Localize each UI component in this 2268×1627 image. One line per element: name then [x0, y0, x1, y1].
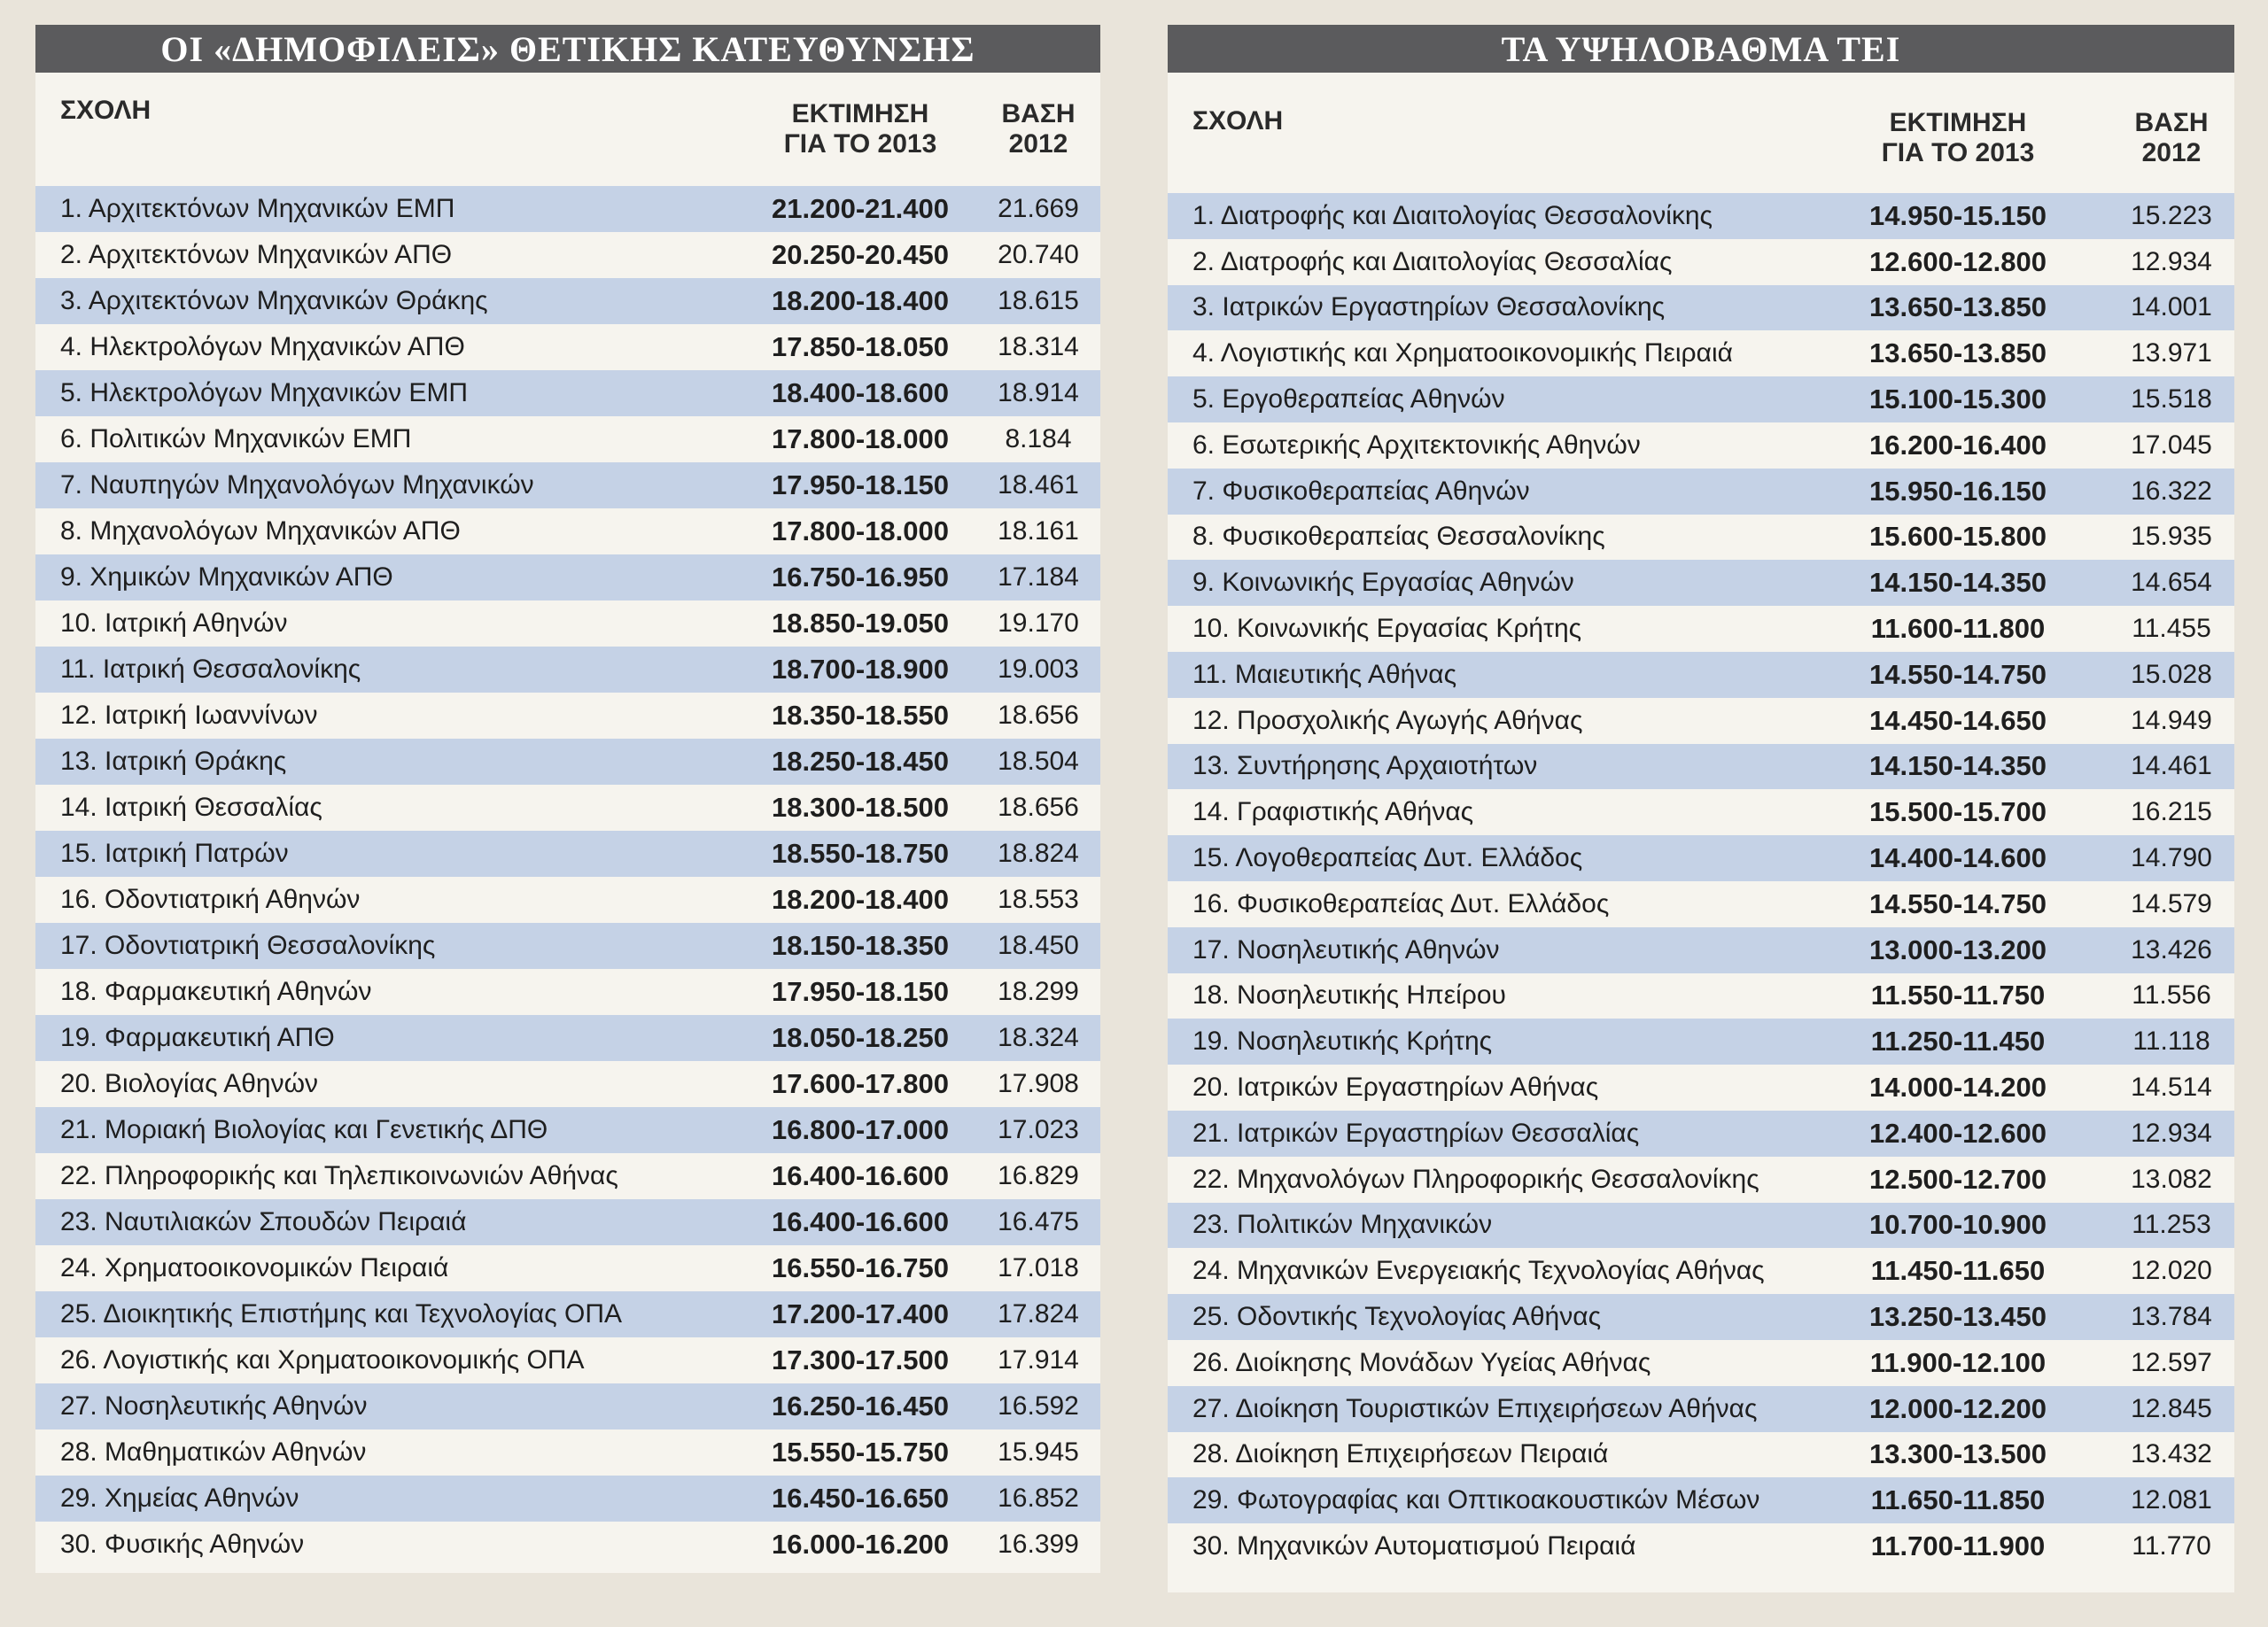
base-2012: 18.324 [998, 1023, 1079, 1052]
school-name: 3. Ιατρικών Εργαστηρίων Θεσσαλονίκης [1192, 292, 1666, 322]
table-row [35, 232, 1100, 278]
school-name: 9. Χημικών Μηχανικών ΑΠΘ [60, 562, 393, 592]
estimate-2013: 14.450-14.650 [1869, 704, 2047, 736]
table-row [35, 278, 1100, 324]
school-name: 21. Ιατρικών Εργαστηρίων Θεσσαλίας [1192, 1118, 1640, 1148]
school-name: 25. Διοικητικής Επιστήμης και Τεχνολογίας ΟΠΑ [60, 1299, 623, 1329]
column-header-school: ΣΧΟΛΗ [1192, 106, 1284, 136]
estimate-2013: 13.000-13.200 [1869, 934, 2047, 965]
school-name: 30. Μηχανικών Αυτοματισμού Πειραιά [1192, 1531, 1636, 1561]
base-2012: 17.018 [998, 1253, 1079, 1282]
estimate-2013: 15.100-15.300 [1869, 384, 2047, 415]
estimate-2013: 11.900-12.100 [1869, 1346, 2047, 1378]
school-name: 12. Ιατρική Ιωαννίνων [60, 701, 318, 730]
table-popular-positive [35, 25, 1100, 1573]
estimate-2013: 17.950-18.150 [772, 469, 949, 500]
base-2012: 15.223 [2131, 200, 2212, 230]
estimate-2013: 18.700-18.900 [772, 654, 949, 685]
table-row [35, 1522, 1100, 1568]
school-name: 28. Μαθηματικών Αθηνών [60, 1437, 367, 1467]
table-row [35, 923, 1100, 969]
estimate-2013: 16.750-16.950 [772, 562, 949, 593]
school-name: 26. Λογιστικής και Χρηματοοικονομικής ΟΠΑ [60, 1345, 585, 1375]
table-row [35, 1429, 1100, 1476]
school-name: 25. Οδοντικής Τεχνολογίας Αθήνας [1192, 1302, 1602, 1332]
school-name: 13. Συντήρησης Αρχαιοτήτων [1192, 751, 1538, 781]
estimate-2013: 17.600-17.800 [772, 1068, 949, 1099]
estimate-2013: 14.150-14.350 [1869, 567, 2047, 599]
table-title: ΟΙ «ΔΗΜΟΦΙΛΕΙΣ» ΘΕΤΙΚΗΣ ΚΑΤΕΥΘΥΝΣΗΣ [35, 25, 1100, 73]
estimate-2013: 14.550-14.750 [1869, 658, 2047, 690]
estimate-2013: 15.500-15.700 [1869, 796, 2047, 828]
column-header-estimate: ΕΚΤΙΜΗΣΗ ΓΙΑ ΤΟ 2013 [783, 99, 937, 159]
school-name: 26. Διοίκησης Μονάδων Υγείας Αθήνας [1192, 1347, 1651, 1377]
estimate-2013: 17.800-18.000 [772, 515, 949, 546]
estimate-2013: 18.550-18.750 [772, 838, 949, 869]
table-row [35, 554, 1100, 600]
estimate-2013: 16.250-16.450 [772, 1391, 949, 1422]
base-2012: 18.450 [998, 931, 1079, 960]
table-body [1168, 193, 2234, 1569]
table-row [1168, 1340, 2234, 1386]
school-name: 18. Νοσηλευτικής Ηπείρου [1192, 980, 1506, 1011]
school-name: 20. Ιατρικών Εργαστηρίων Αθήνας [1192, 1073, 1599, 1103]
base-2012: 18.461 [998, 470, 1079, 500]
estimate-2013: 20.250-20.450 [772, 239, 949, 270]
table-row [35, 969, 1100, 1015]
table-row [35, 693, 1100, 739]
estimate-2013: 11.450-11.650 [1870, 1255, 2046, 1287]
estimate-2013: 17.800-18.000 [772, 423, 949, 454]
estimate-2013: 14.150-14.350 [1869, 750, 2047, 782]
base-2012: 11.455 [2132, 614, 2211, 644]
school-name: 14. Γραφιστικής Αθήνας [1192, 797, 1474, 827]
base-2012: 16.829 [998, 1161, 1079, 1190]
school-name: 6. Εσωτερικής Αρχιτεκτονικής Αθηνών [1192, 430, 1641, 460]
estimate-2013: 21.200-21.400 [772, 193, 949, 224]
school-name: 8. Φυσικοθεραπείας Θεσσαλονίκης [1192, 522, 1605, 552]
table-row [35, 462, 1100, 508]
table-row [1168, 1203, 2234, 1249]
school-name: 7. Ναυπηγών Μηχανολόγων Μηχανικών [60, 470, 534, 500]
school-name: 12. Προσχολικής Αγωγής Αθήνας [1192, 705, 1583, 735]
table-row [1168, 1477, 2234, 1523]
base-2012: 14.579 [2131, 888, 2212, 918]
base-2012: 14.514 [2131, 1073, 2212, 1103]
school-name: 5. Εργοθεραπείας Αθηνών [1192, 384, 1505, 414]
table-row [1168, 1157, 2234, 1203]
school-name: 23. Ναυτιλιακών Σπουδών Πειραιά [60, 1207, 467, 1236]
estimate-2013: 18.150-18.350 [772, 930, 949, 961]
table-row [1168, 1065, 2234, 1111]
estimate-2013: 11.600-11.800 [1870, 613, 2046, 645]
estimate-2013: 18.200-18.400 [772, 285, 949, 316]
school-name: 1. Αρχιτεκτόνων Μηχανικών ΕΜΠ [60, 194, 455, 223]
school-name: 3. Αρχιτεκτόνων Μηχανικών Θράκης [60, 286, 488, 315]
table-row [35, 1337, 1100, 1383]
column-header-estimate: ΕΚΤΙΜΗΣΗ ΓΙΑ ΤΟ 2013 [1881, 108, 2035, 167]
school-name: 11. Μαιευτικής Αθήνας [1192, 659, 1457, 689]
base-2012: 17.908 [998, 1069, 1079, 1098]
school-name: 10. Κοινωνικής Εργασίας Κρήτης [1192, 614, 1582, 644]
column-header-school: ΣΧΟΛΗ [60, 96, 151, 125]
estimate-2013: 12.000-12.200 [1869, 1392, 2047, 1424]
table-row [35, 647, 1100, 693]
estimate-2013: 14.400-14.600 [1869, 842, 2047, 874]
base-2012: 19.003 [998, 655, 1079, 684]
base-2012: 13.784 [2131, 1302, 2212, 1332]
column-header-base: ΒΑΣΗ 2012 [1001, 99, 1076, 159]
school-name: 6. Πολιτικών Μηχανικών ΕΜΠ [60, 424, 412, 453]
estimate-2013: 18.400-18.600 [772, 377, 949, 408]
school-name: 23. Πολιτικών Μηχανικών [1192, 1210, 1493, 1240]
school-name: 7. Φυσικοθεραπείας Αθηνών [1192, 476, 1530, 506]
school-name: 18. Φαρμακευτική Αθηνών [60, 977, 372, 1006]
table-row [1168, 560, 2234, 606]
table-row [35, 324, 1100, 370]
school-name: 10. Ιατρική Αθηνών [60, 608, 288, 638]
table-row [35, 1291, 1100, 1337]
estimate-2013: 14.550-14.750 [1869, 887, 2047, 919]
school-name: 22. Πληροφορικής και Τηλεπικοινωνιών Αθήνας [60, 1161, 618, 1190]
base-2012: 8.184 [1005, 424, 1072, 453]
school-name: 2. Αρχιτεκτόνων Μηχανικών ΑΠΘ [60, 240, 453, 269]
base-2012: 16.852 [998, 1484, 1079, 1513]
base-2012: 12.934 [2131, 1118, 2212, 1148]
base-2012: 18.615 [998, 286, 1079, 315]
table-row [1168, 1523, 2234, 1569]
school-name: 17. Νοσηλευτικής Αθηνών [1192, 934, 1500, 965]
base-2012: 18.824 [998, 839, 1079, 868]
table-row [1168, 881, 2234, 927]
table-row [35, 370, 1100, 416]
base-2012: 17.914 [998, 1345, 1079, 1375]
table-row [1168, 1386, 2234, 1432]
table-row [1168, 376, 2234, 422]
school-name: 20. Βιολογίας Αθηνών [60, 1069, 319, 1098]
table-row [1168, 1248, 2234, 1294]
table-header [35, 73, 1100, 186]
school-name: 15. Ιατρική Πατρών [60, 839, 289, 868]
estimate-2013: 16.400-16.600 [772, 1206, 949, 1237]
base-2012: 16.592 [998, 1391, 1079, 1421]
school-name: 11. Ιατρική Θεσσαλονίκης [60, 655, 361, 684]
estimate-2013: 18.300-18.500 [772, 792, 949, 823]
school-name: 19. Νοσηλευτικής Κρήτης [1192, 1027, 1493, 1057]
base-2012: 14.001 [2131, 292, 2212, 322]
estimate-2013: 17.300-17.500 [772, 1344, 949, 1375]
school-name: 16. Οδοντιατρική Αθηνών [60, 885, 361, 914]
base-2012: 15.518 [2131, 384, 2212, 414]
table-row [1168, 285, 2234, 331]
estimate-2013: 16.400-16.600 [772, 1160, 949, 1191]
table-header [1168, 73, 2234, 193]
estimate-2013: 16.450-16.650 [772, 1483, 949, 1514]
estimate-2013: 18.850-19.050 [772, 608, 949, 639]
base-2012: 12.597 [2131, 1347, 2212, 1377]
table-row [35, 508, 1100, 554]
school-name: 21. Μοριακή Βιολογίας και Γενετικής ΔΠΘ [60, 1115, 548, 1144]
school-name: 8. Μηχανολόγων Μηχανικών ΑΠΘ [60, 516, 461, 546]
table-row [1168, 789, 2234, 835]
table-row [1168, 744, 2234, 790]
table-title: ΤΑ ΥΨΗΛΟΒΑΘΜΑ ΤΕΙ [1168, 25, 2234, 73]
base-2012: 18.553 [998, 885, 1079, 914]
estimate-2013: 13.650-13.850 [1869, 337, 2047, 369]
base-2012: 20.740 [998, 240, 1079, 269]
table-row [1168, 652, 2234, 698]
estimate-2013: 18.250-18.450 [772, 746, 949, 777]
base-2012: 16.399 [998, 1530, 1079, 1559]
table-row [35, 785, 1100, 831]
base-2012: 11.118 [2132, 1027, 2210, 1057]
estimate-2013: 11.550-11.750 [1870, 980, 2046, 1011]
table-row [1168, 193, 2234, 239]
school-name: 14. Ιατρική Θεσσαλίας [60, 793, 322, 822]
estimate-2013: 16.000-16.200 [772, 1529, 949, 1560]
base-2012: 17.184 [998, 562, 1079, 592]
estimate-2013: 16.550-16.750 [772, 1252, 949, 1283]
school-name: 4. Ηλεκτρολόγων Μηχανικών ΑΠΘ [60, 332, 465, 361]
table-row [35, 831, 1100, 877]
estimate-2013: 16.800-17.000 [772, 1114, 949, 1145]
school-name: 27. Διοίκηση Τουριστικών Επιχειρήσεων Αθήνας [1192, 1393, 1758, 1423]
school-name: 27. Νοσηλευτικής Αθηνών [60, 1391, 368, 1421]
school-name: 9. Κοινωνικής Εργασίας Αθηνών [1192, 568, 1574, 598]
base-2012: 18.656 [998, 793, 1079, 822]
school-name: 30. Φυσικής Αθηνών [60, 1530, 305, 1559]
base-2012: 19.170 [998, 608, 1079, 638]
estimate-2013: 15.600-15.800 [1869, 521, 2047, 553]
base-2012: 21.669 [998, 194, 1079, 223]
base-2012: 12.020 [2131, 1256, 2212, 1286]
school-name: 16. Φυσικοθεραπείας Δυτ. Ελλάδος [1192, 888, 1610, 918]
base-2012: 13.432 [2131, 1439, 2212, 1469]
estimate-2013: 18.350-18.550 [772, 700, 949, 731]
table-row [1168, 469, 2234, 515]
table-row [35, 1153, 1100, 1199]
school-name: 4. Λογιστικής και Χρηματοοικονομικής Πειραιά [1192, 338, 1733, 368]
estimate-2013: 17.200-17.400 [772, 1298, 949, 1329]
school-name: 28. Διοίκηση Επιχειρήσεων Πειραιά [1192, 1439, 1609, 1469]
table-row [1168, 515, 2234, 561]
table-row [1168, 422, 2234, 469]
estimate-2013: 13.650-13.850 [1869, 291, 2047, 323]
base-2012: 12.081 [2131, 1485, 2212, 1515]
table-top-tei [1168, 25, 2234, 1592]
table-row [1168, 927, 2234, 973]
school-name: 24. Χρηματοοικονομικών Πειραιά [60, 1253, 449, 1282]
table-row [1168, 973, 2234, 1019]
base-2012: 13.082 [2131, 1164, 2212, 1194]
estimate-2013: 12.500-12.700 [1869, 1163, 2047, 1195]
table-row [35, 1383, 1100, 1429]
estimate-2013: 13.300-13.500 [1869, 1438, 2047, 1470]
base-2012: 18.656 [998, 701, 1079, 730]
base-2012: 18.504 [998, 747, 1079, 776]
table-row [35, 1245, 1100, 1291]
base-2012: 18.161 [998, 516, 1079, 546]
base-2012: 11.770 [2132, 1531, 2211, 1561]
school-name: 13. Ιατρική Θράκης [60, 747, 287, 776]
school-name: 1. Διατροφής και Διαιτολογίας Θεσσαλονίκης [1192, 200, 1713, 230]
table-row [1168, 1432, 2234, 1478]
base-2012: 14.461 [2131, 751, 2212, 781]
table-row [1168, 835, 2234, 881]
estimate-2013: 12.600-12.800 [1869, 245, 2047, 277]
base-2012: 14.949 [2131, 705, 2212, 735]
base-2012: 15.935 [2131, 522, 2212, 552]
table-row [35, 739, 1100, 785]
table-body [35, 186, 1100, 1568]
base-2012: 16.322 [2131, 476, 2212, 506]
estimate-2013: 11.650-11.850 [1870, 1484, 2046, 1516]
school-name: 24. Μηχανικών Ενεργειακής Τεχνολογίας Αθήνας [1192, 1256, 1765, 1286]
base-2012: 17.824 [998, 1299, 1079, 1329]
base-2012: 17.045 [2131, 430, 2212, 460]
estimate-2013: 17.850-18.050 [772, 331, 949, 362]
estimate-2013: 14.950-15.150 [1869, 199, 2047, 231]
estimate-2013: 18.050-18.250 [772, 1022, 949, 1053]
school-name: 19. Φαρμακευτική ΑΠΘ [60, 1023, 335, 1052]
base-2012: 15.028 [2131, 659, 2212, 689]
base-2012: 14.654 [2131, 568, 2212, 598]
school-name: 15. Λογοθεραπείας Δυτ. Ελλάδος [1192, 843, 1583, 873]
school-name: 5. Ηλεκτρολόγων Μηχανικών ΕΜΠ [60, 378, 469, 407]
table-row [1168, 1294, 2234, 1340]
base-2012: 18.299 [998, 977, 1079, 1006]
base-2012: 16.215 [2131, 797, 2212, 827]
column-header-base: ΒΑΣΗ 2012 [2134, 108, 2209, 167]
table-row [1168, 1111, 2234, 1157]
school-name: 2. Διατροφής και Διαιτολογίας Θεσσαλίας [1192, 246, 1673, 276]
table-row [1168, 330, 2234, 376]
table-row [35, 1476, 1100, 1522]
estimate-2013: 16.200-16.400 [1869, 429, 2047, 461]
base-2012: 13.426 [2131, 934, 2212, 965]
school-name: 17. Οδοντιατρική Θεσσαλονίκης [60, 931, 436, 960]
base-2012: 11.556 [2132, 980, 2211, 1011]
estimate-2013: 15.950-16.150 [1869, 475, 2047, 507]
estimate-2013: 10.700-10.900 [1869, 1209, 2047, 1241]
base-2012: 12.845 [2131, 1393, 2212, 1423]
base-2012: 16.475 [998, 1207, 1079, 1236]
school-name: 22. Μηχανολόγων Πληροφορικής Θεσσαλονίκης [1192, 1164, 1759, 1194]
estimate-2013: 14.000-14.200 [1869, 1072, 2047, 1104]
base-2012: 17.023 [998, 1115, 1079, 1144]
table-row [35, 1015, 1100, 1061]
table-row [35, 416, 1100, 462]
estimate-2013: 15.550-15.750 [772, 1437, 949, 1468]
table-row [35, 877, 1100, 923]
estimate-2013: 13.250-13.450 [1869, 1301, 2047, 1333]
estimate-2013: 12.400-12.600 [1869, 1117, 2047, 1149]
estimate-2013: 17.950-18.150 [772, 976, 949, 1007]
table-row [1168, 606, 2234, 652]
base-2012: 13.971 [2131, 338, 2212, 368]
base-2012: 11.253 [2132, 1210, 2211, 1240]
table-row [35, 1061, 1100, 1107]
table-row [35, 1199, 1100, 1245]
base-2012: 18.914 [998, 378, 1079, 407]
base-2012: 12.934 [2131, 246, 2212, 276]
base-2012: 18.314 [998, 332, 1079, 361]
estimate-2013: 18.200-18.400 [772, 884, 949, 915]
estimate-2013: 11.250-11.450 [1870, 1026, 2046, 1058]
base-2012: 15.945 [998, 1437, 1079, 1467]
estimate-2013: 11.700-11.900 [1870, 1530, 2046, 1561]
table-row [35, 600, 1100, 647]
school-name: 29. Χημείας Αθηνών [60, 1484, 299, 1513]
table-row [1168, 1019, 2234, 1065]
table-row [35, 1107, 1100, 1153]
table-row [1168, 698, 2234, 744]
school-name: 29. Φωτογραφίας και Οπτικοακουστικών Μέσων [1192, 1485, 1760, 1515]
table-row [1168, 239, 2234, 285]
table-row [35, 186, 1100, 232]
base-2012: 14.790 [2131, 843, 2212, 873]
